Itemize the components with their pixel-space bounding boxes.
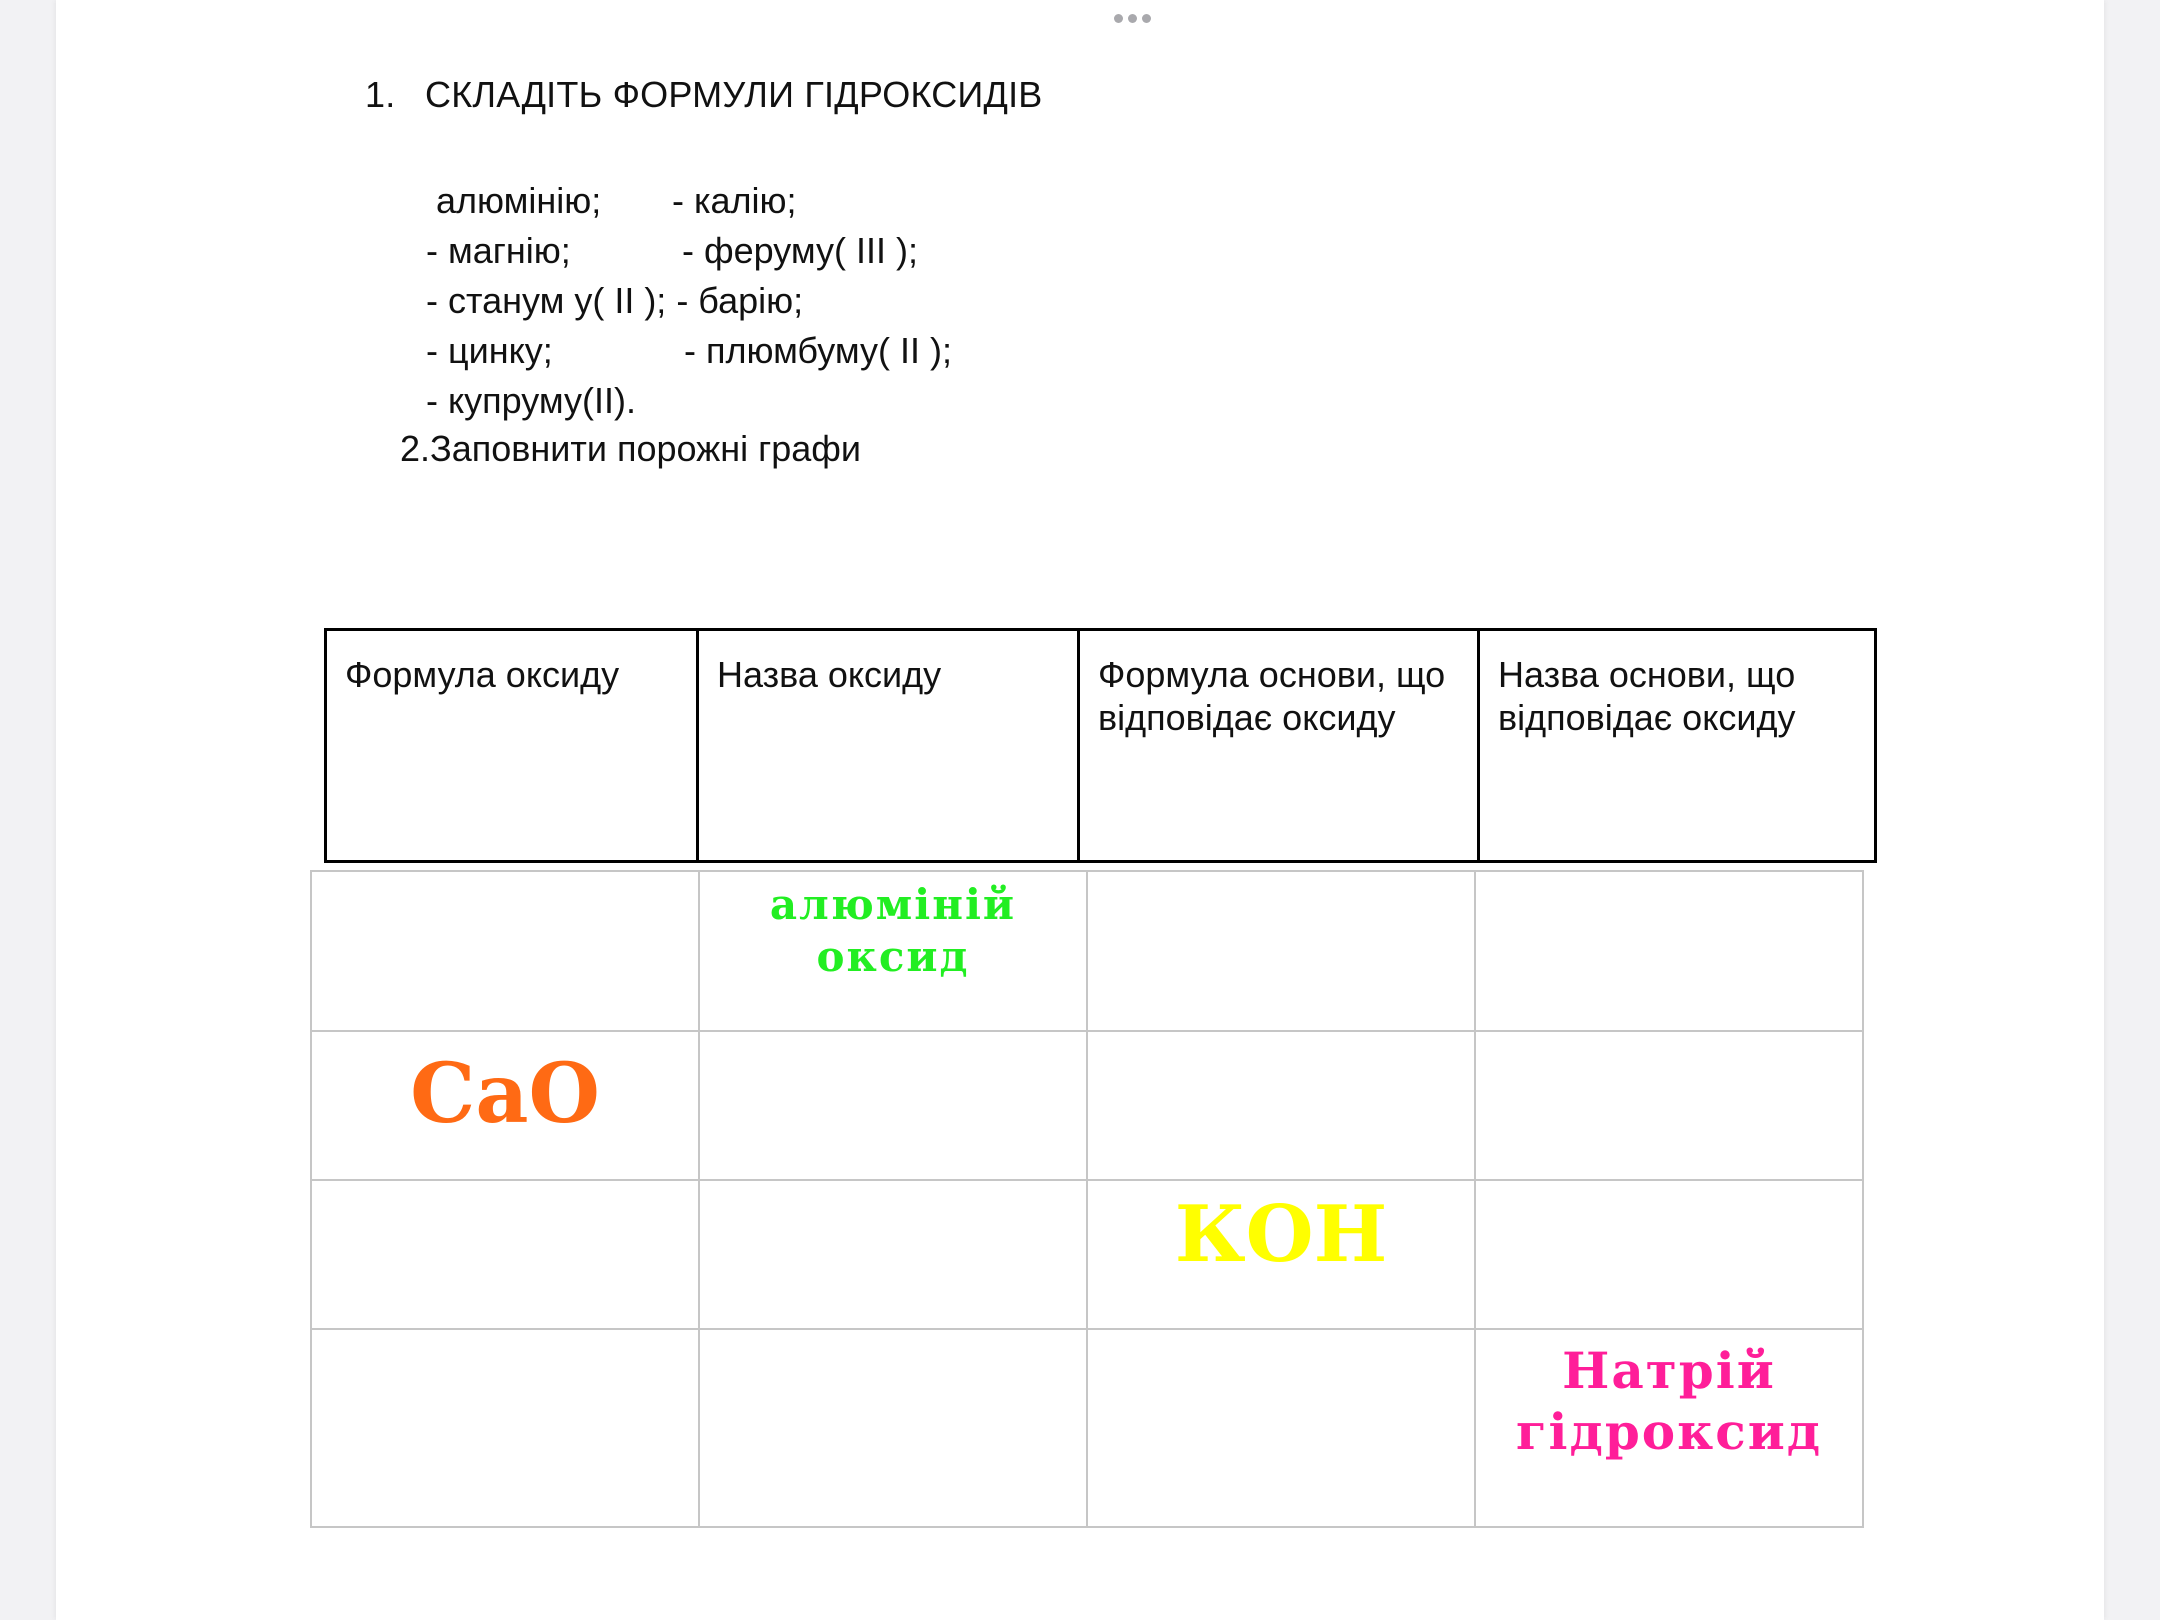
list-item: алюмінію; (436, 180, 602, 221)
table-cell[interactable] (1087, 1180, 1475, 1329)
list-item: - феруму( III ); (682, 230, 918, 271)
table-cell[interactable] (699, 871, 1087, 1031)
header-table (324, 628, 1877, 863)
table-cell[interactable] (311, 871, 699, 1031)
more-options-icon[interactable] (1114, 14, 1151, 23)
table-cell[interactable] (699, 1329, 1087, 1527)
list-item: - магнію; (426, 230, 571, 271)
table-cell[interactable] (1475, 1329, 1863, 1527)
task1-heading (365, 74, 1042, 116)
table-row (311, 1180, 1863, 1329)
header-cell: Формула оксиду (326, 630, 698, 862)
list-item: - плюмбуму( II ); (684, 330, 952, 371)
table-row (311, 1329, 1863, 1527)
table-cell[interactable] (1475, 1031, 1863, 1180)
table-cell[interactable] (1087, 871, 1475, 1031)
base-name-value: Натрій гідроксид (1515, 1341, 1823, 1461)
table-row (311, 871, 1863, 1031)
header-cell: Назва оксиду (698, 630, 1079, 862)
list-item: - калію; (672, 180, 797, 221)
oxide-formula-value: CaO (410, 1045, 600, 1142)
header-cell: Формула основи, що відповідає оксиду (1079, 630, 1479, 862)
table-cell[interactable] (311, 1180, 699, 1329)
answer-table (310, 870, 1864, 1528)
table-cell[interactable] (1475, 871, 1863, 1031)
table-cell[interactable] (699, 1031, 1087, 1180)
table-row (311, 1031, 1863, 1180)
table-cell[interactable] (1475, 1180, 1863, 1329)
oxide-name-value: алюміній оксид (769, 880, 1017, 981)
header-cell: Назва основи, що відповідає оксиду (1479, 630, 1876, 862)
table-cell[interactable] (1087, 1031, 1475, 1180)
table-cell[interactable] (311, 1031, 699, 1180)
base-formula-value: КОН (1174, 1189, 1388, 1280)
list-item: - станум у( II ); - барію; (426, 280, 804, 321)
table-cell[interactable] (699, 1180, 1087, 1329)
table-cell[interactable] (311, 1329, 699, 1527)
table-cell[interactable] (1087, 1329, 1475, 1527)
list-item: - купруму(II). (426, 380, 636, 421)
task2-heading: 2.Заповнити порожні графи (400, 428, 862, 469)
task1-title: СКЛАДІТЬ ФОРМУЛИ ГІДРОКСИДІВ (425, 74, 1043, 115)
task1-number: 1. (365, 74, 396, 115)
list-item: - цинку; (426, 330, 553, 371)
